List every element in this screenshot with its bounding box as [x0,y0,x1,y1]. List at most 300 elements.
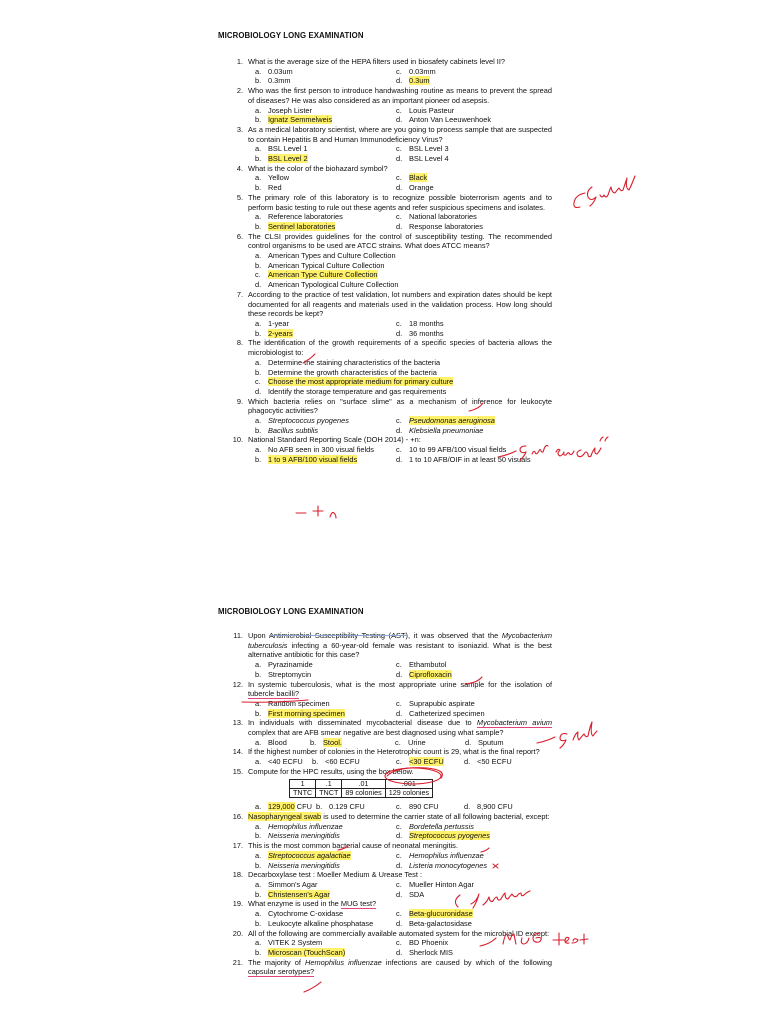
question-3 [232,125,552,164]
question-text: The identification of the growth requirements of a specific species of bacteria allows the microbiologist to: [248,338,552,358]
table-cell: TNTC [290,788,316,797]
choice-option[interactable] [255,880,396,890]
choice-letter: d. [396,708,403,718]
choice-option[interactable] [255,709,396,719]
question-9 [232,397,552,436]
question-number: 1. [236,57,243,66]
table-cell: 129 colonies [385,788,432,797]
question-8 [232,338,552,396]
choice-option[interactable] [396,851,537,861]
question-text: All of the following are commercially available automated system for the microbial ID except: [248,928,550,938]
choice-text: 1-year [268,318,289,328]
question-number: 16. [232,812,243,822]
choice-option[interactable] [255,890,396,900]
choice-option[interactable] [396,319,537,329]
choice-option[interactable] [396,861,537,871]
choice-letter: c. [396,821,402,831]
choice-text: 36 months [409,328,444,338]
choice-option[interactable] [396,660,537,670]
choice-letter: a. [255,318,262,328]
choice-option[interactable] [255,660,396,670]
choice-option[interactable] [396,212,537,222]
choice-grid [255,251,552,290]
choice-text: 18 months [409,318,444,328]
choice-text: Louis Pasteur [409,105,455,115]
choice-text: 1 to 10 AFB/OIF in at least 50 visuals [409,454,531,464]
choice-text: Hemophilus influenzae [409,850,484,860]
question-number: 11. [233,631,243,640]
question-text: Which bacteria relies on "surface slime" as a mechanism of inference for leukocyte phagocytic activities? [248,396,552,416]
choice-letter: d. [396,918,403,928]
choice-letter: a. [255,212,262,222]
choice-grid [255,445,552,464]
choice-grid [255,880,552,899]
question-number: 14. [232,747,243,757]
choice-text: First morning specimen [268,708,345,718]
exam-page-2 [0,598,768,1024]
choice-option[interactable] [255,831,396,841]
choice-grid [255,358,552,397]
question-number: 10. [232,435,243,445]
choice-text: 129,000 [268,802,295,812]
choice-option[interactable] [396,416,537,426]
choice-letter: b. [255,367,262,377]
choice-letter: b. [255,889,262,899]
choice-letter: b. [312,757,319,767]
choice-letter: b. [255,76,262,86]
choice-letter: c. [396,66,402,76]
choice-letter: d. [396,76,403,86]
choice-option[interactable] [255,67,396,77]
choice-text: Streptococcus pyogenes [268,416,349,426]
table-cell: .01 [342,779,385,788]
question-number: 17. [232,841,243,851]
choice-option[interactable] [465,738,525,748]
choice-option[interactable] [255,851,396,861]
choice-letter: d. [396,889,403,899]
table-cell: .1 [316,779,342,788]
question-10 [232,435,552,464]
choice-text: Hemophilus influenzae [268,821,343,831]
choice-letter: a. [255,938,262,948]
choice-letter: d. [396,947,403,957]
choice-option[interactable] [396,822,537,832]
choice-text: Christensen's Agar [268,889,330,899]
choice-option[interactable] [255,144,396,154]
exam-title: MICROBIOLOGY LONG EXAMINATION [218,31,364,40]
choice-option[interactable] [255,115,396,125]
choice-letter: a. [255,660,262,670]
choice-text: <40 ECFU [268,757,303,767]
choice-text: Listeria monocytogenes [409,860,488,870]
question-text: The primary role of this laboratory is to recognize possible bioterrorism agents and to perform basic testing to rule out these agents and refer suspicious specimens and isolates. [248,192,552,212]
choice-text: Ethambutol [409,660,447,670]
choice-option[interactable] [396,76,537,86]
choice-text: Sherlock MIS [409,947,453,957]
choice-text: Joseph Lister [268,105,312,115]
choice-text: BSL Level 3 [409,144,449,154]
choice-option[interactable] [312,757,396,767]
choice-text: Choose the most appropriate medium for primary culture [268,377,454,387]
choice-letter: a. [255,445,262,455]
choice-option[interactable] [255,76,396,86]
choice-grid [255,319,552,338]
choice-text: American Type Culture Collection [268,270,378,280]
choice-text: Ignatz Semmelweis [268,115,333,125]
question-text: The CLSI provides guidelines for the control of susceptibility testing. The recommended control organisms to be used are ATCC strains. What does ATCC means? [248,231,552,251]
choice-letter: d. [464,757,471,767]
choice-letter: b. [255,154,262,164]
choice-letter: b. [255,669,262,679]
choice-grid [255,67,552,86]
question-4 [232,164,552,193]
choice-grid [255,938,552,957]
choice-grid [255,173,552,192]
choice-text: <50 ECFU [477,757,512,767]
choice-letter: a. [255,357,262,367]
choice-text: Streptomycin [268,669,312,679]
choice-option[interactable] [255,270,555,280]
question-13 [232,718,552,747]
choice-option[interactable] [255,919,396,929]
choice-option[interactable] [396,154,537,164]
question-18 [232,870,552,899]
table-cell: TNCT [316,788,342,797]
choice-option[interactable] [255,222,396,232]
choice-text: Sentinel laboratories [268,221,336,231]
choice-option[interactable] [255,212,396,222]
choice-option[interactable] [255,822,396,832]
question-number: 15. [232,766,243,776]
choice-option[interactable] [255,757,312,767]
question-19 [232,899,552,928]
choice-letter: d. [396,183,403,193]
choice-text: Suprapubic aspirate [409,698,475,708]
choice-letter: a. [255,416,262,426]
choice-grid [255,106,552,125]
choice-letter: c. [396,909,402,919]
choice-letter: d. [396,860,403,870]
choice-letter: c. [396,757,402,767]
choice-text: National laboratories [409,212,477,222]
question-number: 7. [236,289,243,299]
choice-letter: d. [396,454,403,464]
choice-letter: b. [255,708,262,718]
question-text: Nasopharyngeal swab is used to determine the carrier state of all following bacterial, except: [248,812,550,822]
choice-text: Determine the growth characteristics of the bacteria [268,367,437,377]
choice-option[interactable] [396,709,537,719]
choice-text: Stool. [323,737,342,747]
choice-option[interactable] [396,455,537,465]
choice-option[interactable] [255,416,396,426]
question-12 [232,680,552,719]
question-list [232,631,552,977]
choice-letter: d. [255,280,262,290]
choice-suffix: CFU [294,802,312,812]
choice-option[interactable] [396,831,537,841]
choice-letter: d. [465,737,472,747]
choice-option[interactable] [255,455,396,465]
question-text: As a medical laboratory scientist, where are you going to process sample that are suspected to contain Hepatitis B and Human Immunodeficiency Virus? [248,124,552,144]
choice-letter: b. [255,115,262,125]
choice-text: Mueller Hinton Agar [409,879,474,889]
choice-letter: b. [255,260,262,270]
choice-option[interactable] [255,699,396,709]
choice-letter: c. [396,173,402,183]
choice-option[interactable] [396,106,537,116]
choice-text: No AFB seen in 300 visual fields [268,445,374,455]
choice-letter: c. [396,698,402,708]
choice-letter: a. [255,737,262,747]
choice-option[interactable] [396,802,464,812]
choice-option[interactable] [255,938,396,948]
question-text: If the highest number of colonies in the Heterotrophic count is 29, what is the final report? [248,747,540,757]
choice-letter: d. [464,802,471,812]
choice-option[interactable] [396,67,537,77]
choice-text: Bacillus subtilis [268,425,319,435]
choice-text: American Typological Culture Collection [268,280,399,290]
choice-text: 1 to 9 AFB/100 visual fields [268,454,358,464]
question-15 [232,767,552,812]
choice-option[interactable] [396,173,537,183]
choice-letter: c. [396,879,402,889]
question-14 [232,747,552,766]
choice-option[interactable] [255,319,396,329]
choice-text: Reference laboratories [268,212,343,222]
exam-title: MICROBIOLOGY LONG EXAMINATION [218,607,364,616]
choice-option[interactable] [395,738,465,748]
question-text: In individuals with disseminated mycobacterial disease due to Mycobacterium avium complex that are AFB smear negative are best diagnosed using what sample? [248,718,552,738]
choice-letter: b. [255,425,262,435]
choice-letter: c. [396,416,402,426]
choice-letter: c. [255,377,261,387]
choice-text: <30 ECFU [409,757,444,767]
choice-option[interactable] [396,757,464,767]
choice-text: 0.03mm [409,66,436,76]
choice-option[interactable] [310,738,395,748]
question-text: What is the color of the biohazard symbol? [248,163,388,173]
choice-text: Neisseria meningitidis [268,831,340,841]
choice-option[interactable] [255,251,555,261]
choice-text: Cytochrome C-oxidase [268,909,344,919]
choice-text: 0.3um [409,76,430,86]
choice-text: Blood [268,737,287,747]
choice-letter: a. [255,105,262,115]
choice-letter: c. [396,144,402,154]
choice-option[interactable] [396,183,537,193]
choice-row [255,802,552,812]
choice-letter: c. [396,850,402,860]
question-6 [232,232,552,290]
choice-text: BSL Level 4 [409,154,449,164]
choice-letter: c. [396,105,402,115]
choice-text: Simmon's Agar [268,879,318,889]
choice-text: Response laboratories [409,221,483,231]
choice-letter: d. [255,386,262,396]
choice-letter: c. [396,212,402,222]
choice-text: SDA [409,889,425,899]
choice-option[interactable] [396,329,537,339]
choice-text: Bordetella pertussis [409,821,474,831]
choice-text: Red [268,183,282,193]
choice-letter: b. [255,831,262,841]
question-number: 9. [236,396,243,406]
question-text: The majority of Hemophilus influenzae infections are caused by which of the following capsular serotypes? [248,957,553,977]
choice-option[interactable] [464,757,524,767]
table-cell: 1 [290,779,316,788]
choice-letter: d. [396,831,403,841]
choice-text: Streptococcus agalactiae [268,850,351,860]
choice-letter: a. [255,173,262,183]
choice-letter: a. [255,821,262,831]
choice-option[interactable] [255,154,396,164]
choice-option[interactable] [396,222,537,232]
choice-letter: a. [255,757,262,767]
choice-letter: c. [396,660,402,670]
choice-option[interactable] [255,183,396,193]
choice-option[interactable] [396,909,537,919]
choice-option[interactable] [396,880,537,890]
question-text: Decarboxylase test : Moeller Medium & Urease Test : [248,870,423,880]
choice-option[interactable] [255,948,396,958]
question-text: What is the average size of the HEPA filters used in biosafety cabinets level II? [248,57,506,66]
choice-option[interactable] [255,377,555,387]
choice-letter: b. [255,183,262,193]
choice-letter: b. [310,737,317,747]
choice-option[interactable] [255,106,396,116]
question-5 [232,193,552,232]
choice-option[interactable] [255,358,555,368]
choice-text: 8,900 CFU [477,802,513,812]
choice-text: Determine the staining characteristics of the bacteria [268,357,441,367]
choice-grid [255,909,552,928]
choice-option[interactable] [255,861,396,871]
question-number: 6. [236,231,243,241]
choice-letter: b. [255,860,262,870]
choice-letter: a. [255,850,262,860]
choice-letter: d. [396,328,403,338]
choice-option[interactable] [255,738,310,748]
choice-text: Microscan (TouchScan) [268,947,346,957]
question-text: Compute for the HPC results, using the box below. [248,766,414,776]
choice-text: 10 to 99 AFB/100 visual fields [409,445,507,455]
question-2 [232,86,552,125]
choice-letter: c. [396,445,402,455]
choice-text: Pyrazinamide [268,660,313,670]
choice-letter: b. [316,802,323,812]
choice-option[interactable] [316,802,396,812]
choice-option[interactable] [255,329,396,339]
choice-text: Urine [408,737,426,747]
choice-letter: d. [396,669,403,679]
choice-text: Streptococcus pyogenes [409,831,490,841]
question-list [232,57,552,465]
question-number: 20. [232,928,243,938]
choice-option[interactable] [255,909,396,919]
choice-option[interactable] [396,938,537,948]
choice-text: 0.03um [268,66,293,76]
choice-text: Klebsiella pneumoniae [409,425,484,435]
choice-text: Catheterized specimen [409,708,485,718]
question-number: 8. [236,338,243,348]
question-text: What enzyme is used in the MUG test? [248,899,377,909]
choice-option[interactable] [396,699,537,709]
question-7 [232,290,552,339]
choice-text: Anton Van Leeuwenhoek [409,115,492,125]
choice-letter: a. [255,909,262,919]
choice-option[interactable] [255,173,396,183]
choice-letter: b. [255,221,262,231]
question-number: 3. [236,124,243,134]
choice-letter: a. [255,66,262,76]
choice-option[interactable] [396,426,537,436]
choice-letter: c. [396,802,402,812]
choice-text: American Typical Culture Collection [268,260,385,270]
table-row [290,788,433,797]
choice-option[interactable] [255,670,396,680]
question-text: National Standard Reporting Scale (DOH 2014) - +n: [248,435,421,445]
choice-text: Orange [409,183,434,193]
choice-text: Leukocyte alkaline phosphatase [268,918,374,928]
question-text: Who was the first person to introduce handwashing routine as means to prevent the spread of diseases? He was also considered as an important pioneer od asepsis. [248,86,552,105]
hpc-table [289,779,433,799]
choice-text: <60 ECFU [325,757,360,767]
question-17 [232,841,552,870]
choice-grid [255,851,552,870]
choice-letter: b. [255,947,262,957]
choice-text: 890 CFU [409,802,439,812]
choice-text: BD Phoenix [409,938,449,948]
question-text: In systemic tuberculosis, what is the most appropriate urine sample for the isolation of tubercle bacilli? [248,679,552,699]
choice-row [255,757,552,767]
choice-option[interactable] [464,802,524,812]
choice-option[interactable] [396,890,537,900]
choice-text: Beta-galactosidase [409,918,472,928]
choice-option[interactable] [255,387,555,397]
choice-option[interactable] [255,368,555,378]
choice-option[interactable] [255,426,396,436]
question-16 [232,812,552,841]
question-text: Upon Antimicrobial Susceptibility Testing (AST), it was observed that the Mycobacterium tuberculosis infecting a 60-year-old female was resistant to isoniazid. What is the best alternative antibiotic for this case? [248,631,552,660]
choice-option[interactable] [396,948,537,958]
choice-option[interactable] [396,144,537,154]
choice-text: Ciprofloxacin [409,669,452,679]
choice-option[interactable] [396,445,537,455]
choice-text: Neisseria meningitidis [268,860,340,870]
question-number: 12. [232,679,243,689]
question-1 [232,57,552,86]
choice-option[interactable] [396,670,537,680]
question-number: 21. [232,957,243,967]
choice-option[interactable] [396,919,537,929]
choice-letter: a. [255,802,262,812]
choice-text: Sputum [478,737,504,747]
question-number: 19. [232,899,243,909]
choice-letter: a. [255,698,262,708]
choice-option[interactable] [255,261,555,271]
choice-option[interactable] [255,802,316,812]
choice-letter: c. [395,737,401,747]
choice-option[interactable] [255,280,555,290]
choice-option[interactable] [396,115,537,125]
choice-letter: c. [255,270,261,280]
table-cell: 89 colonies [342,788,385,797]
choice-text: Pseudomonas aeruginosa [409,416,495,426]
choice-option[interactable] [255,445,396,455]
question-number: 18. [232,870,243,880]
choice-text: Yellow [268,173,290,183]
choice-letter: b. [255,454,262,464]
